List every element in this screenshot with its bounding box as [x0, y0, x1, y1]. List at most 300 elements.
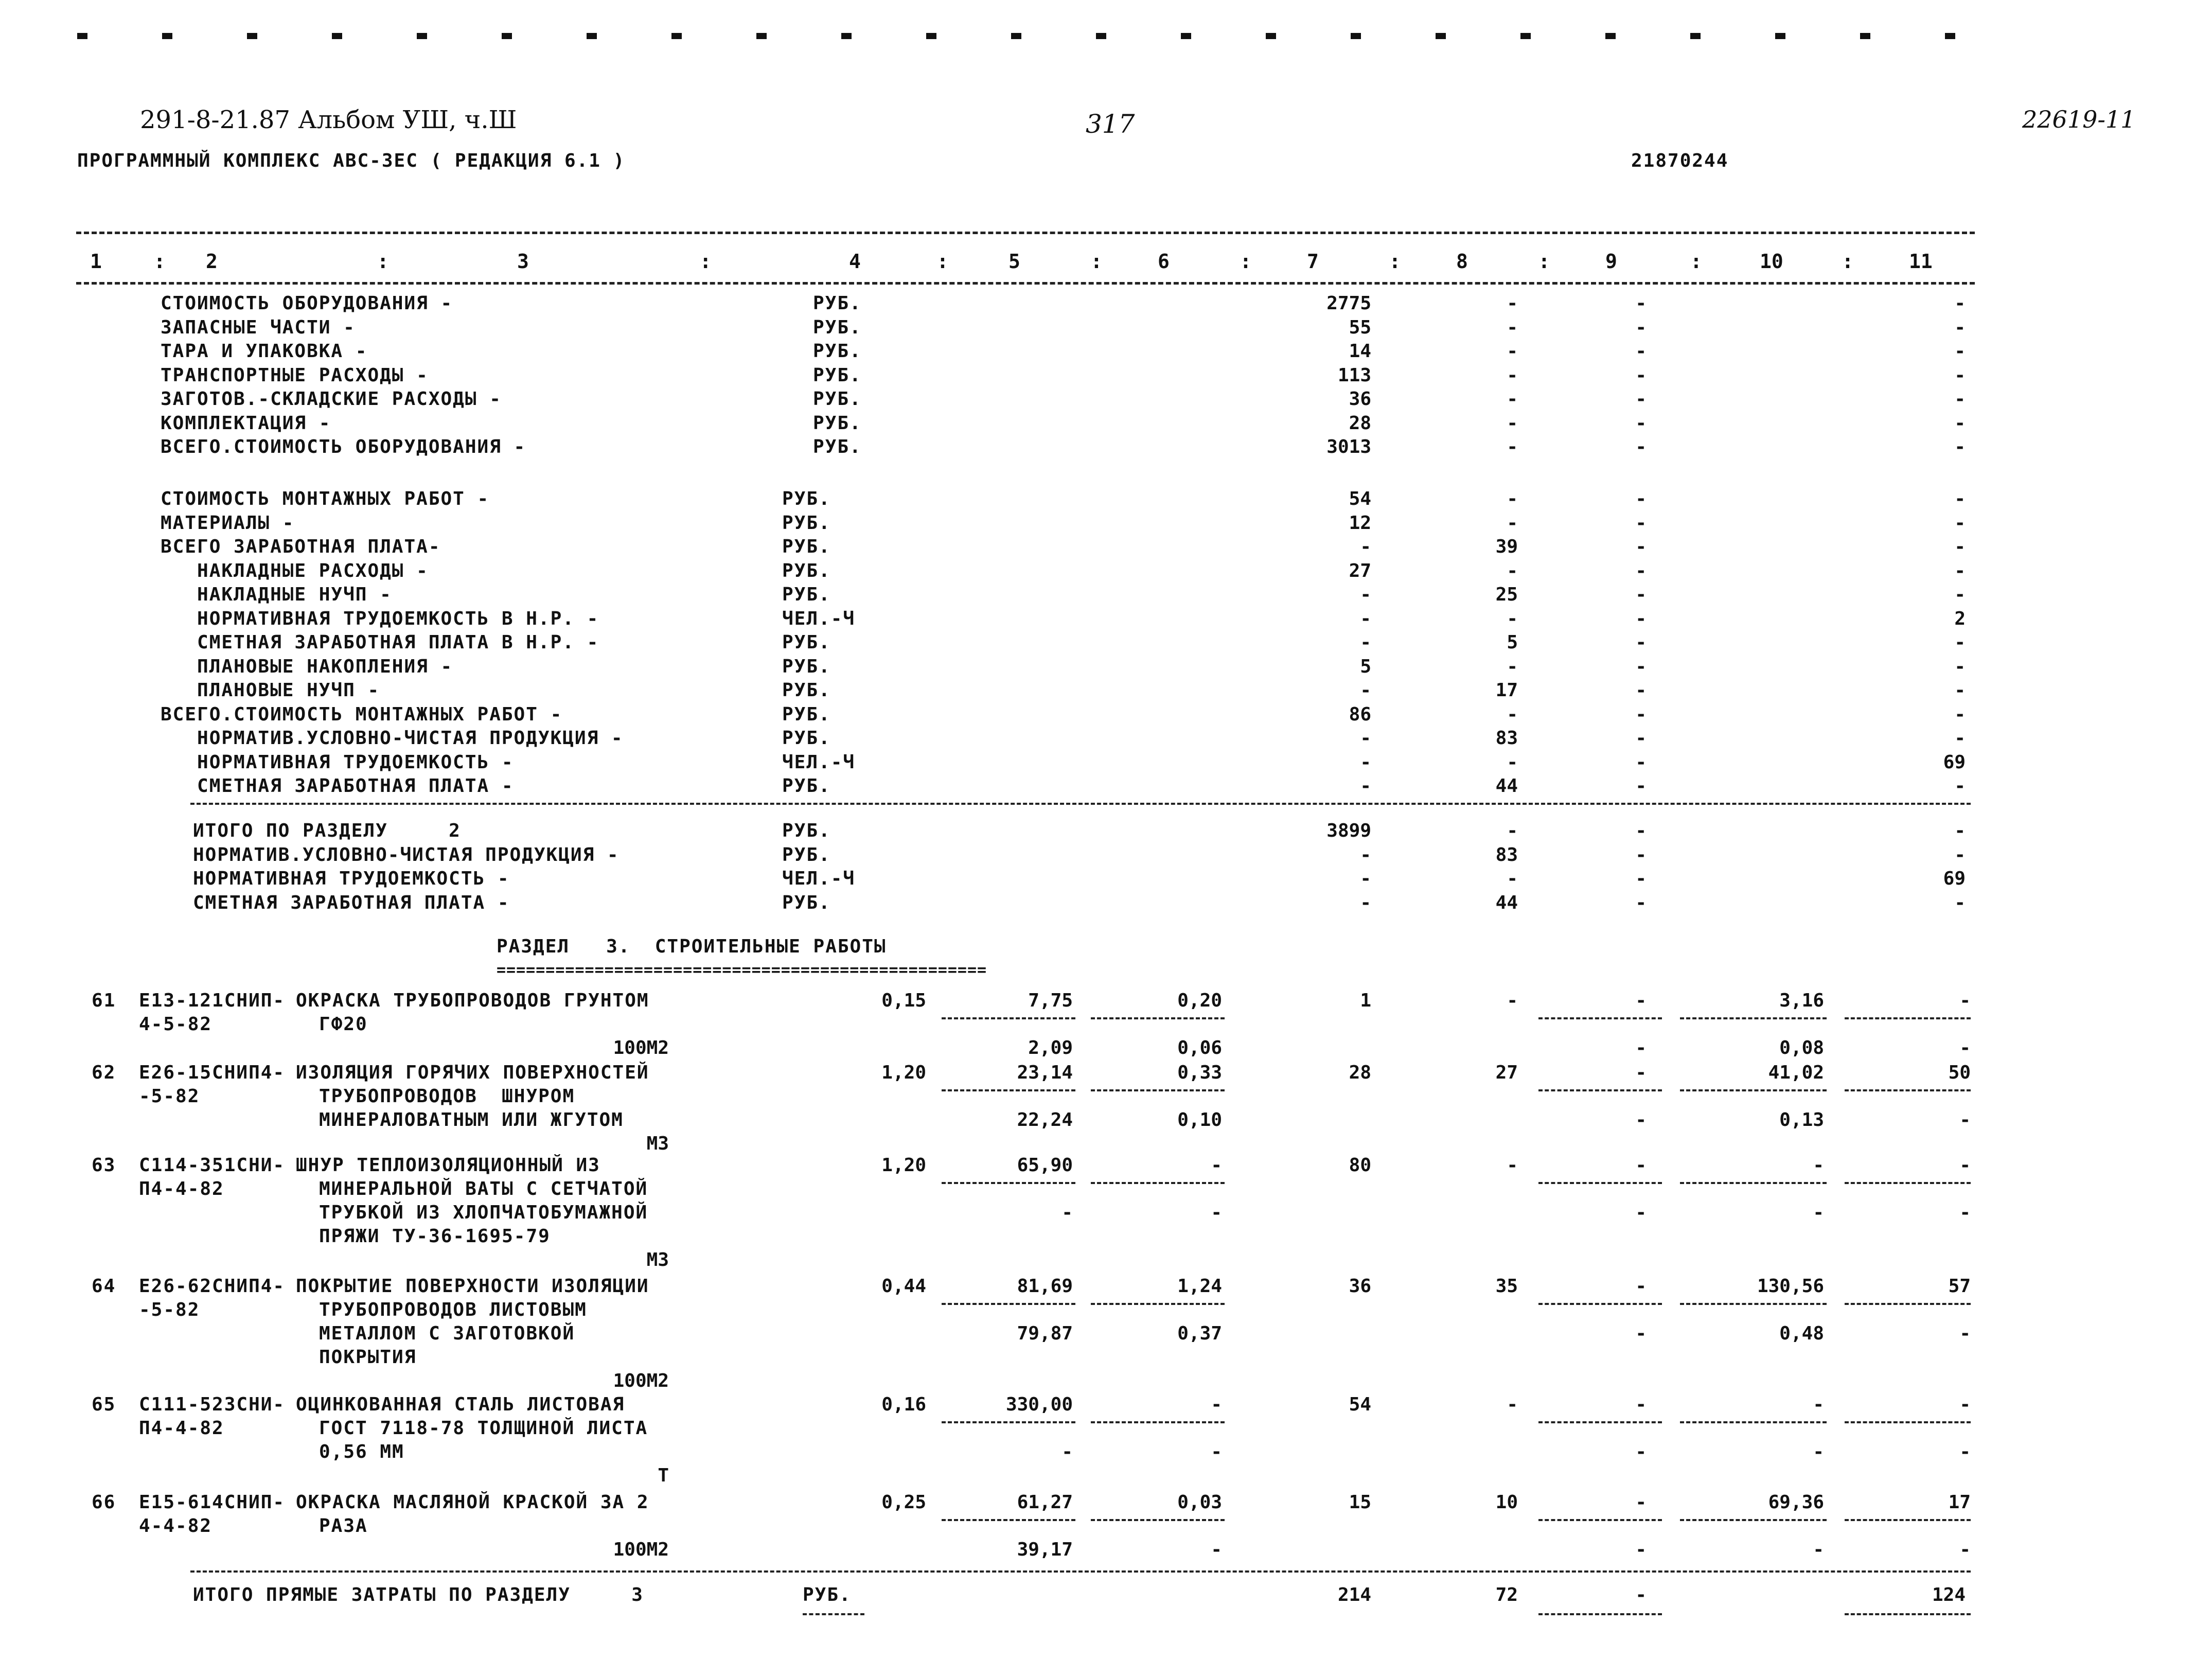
item-col9-top: - [1635, 1492, 1647, 1513]
item-col5-wage: 22,24 [1017, 1109, 1073, 1131]
equipment-row-label: ВСЕГО.СТОИМОСТЬ ОБОРУДОВАНИЯ - [161, 436, 526, 457]
section-total-row-col7: - [1360, 892, 1371, 913]
item-split-rule [1680, 1182, 1827, 1184]
mounting-row-label: СМЕТНАЯ ЗАРАБОТНАЯ ПЛАТА В Н.Р. - [161, 632, 599, 653]
equipment-row-label: СТОИМОСТЬ ОБОРУДОВАНИЯ - [161, 293, 453, 314]
final-total-unit: РУБ. [803, 1584, 852, 1605]
column-separator: : [1690, 250, 1702, 273]
item-col11-bottom: - [1959, 1109, 1971, 1131]
final-total-col7: 214 [1337, 1584, 1371, 1605]
mounting-row-unit: РУБ. [782, 560, 831, 581]
item-number: 66 [92, 1492, 116, 1513]
column-separator: : [699, 250, 712, 273]
column-separator: : [153, 250, 166, 273]
item-quantity: 0,25 [881, 1492, 926, 1513]
header-bottom-rule [76, 282, 1975, 285]
mounting-row-col11: 2 [1954, 608, 1966, 629]
item-description: ТРУБКОЙ ИЗ ХЛОПЧАТОБУМАЖНОЙ [319, 1202, 648, 1223]
final-total-label: ИТОГО ПРЯМЫЕ ЗАТРАТЫ ПО РАЗДЕЛУ 3 [193, 1584, 644, 1605]
item-description: МИНЕРАЛОВАТНЫМ ИЛИ ЖГУТОМ [319, 1109, 624, 1131]
item-col8: - [1507, 1394, 1518, 1415]
item-number: 65 [92, 1394, 116, 1415]
item-col11-bottom: - [1959, 1037, 1971, 1058]
equipment-row-col11: - [1954, 293, 1966, 314]
item-code: С114-351СНИ- [139, 1155, 286, 1176]
item-split-rule [1680, 1303, 1827, 1305]
equipment-row-col8: - [1507, 293, 1518, 314]
column-separator: : [1538, 250, 1550, 273]
equipment-row-col8: - [1507, 436, 1518, 457]
column-header-8: 8 [1456, 250, 1468, 273]
section-total-row-col11: 69 [1943, 868, 1966, 889]
mounting-row-col11: - [1954, 536, 1966, 557]
item-col7: 36 [1349, 1276, 1371, 1297]
item-split-rule [1091, 1017, 1225, 1019]
item-col10-top: 3,16 [1779, 990, 1824, 1011]
mounting-row-col11: - [1954, 512, 1966, 534]
item-split-rule [1538, 1519, 1662, 1521]
item-col9-bottom: - [1635, 1539, 1647, 1560]
mounting-row-col7: 27 [1349, 560, 1371, 581]
item-split-rule [1538, 1421, 1662, 1423]
item-description: МЕТАЛЛОМ С ЗАГОТОВКОЙ [319, 1323, 575, 1344]
section-total-row-unit: РУБ. [782, 820, 831, 841]
mounting-row-col7: - [1360, 536, 1371, 557]
item-split-rule [942, 1421, 1075, 1423]
mounting-row-col11: 69 [1943, 751, 1966, 773]
mounting-row-col8: 5 [1507, 632, 1518, 653]
mounting-row-col8: 83 [1495, 728, 1518, 749]
item-col6-wage: 0,06 [1177, 1037, 1222, 1058]
mounting-row-col9: - [1635, 751, 1647, 773]
item-col7: 80 [1349, 1155, 1371, 1176]
item-col5-total: 330,00 [1005, 1394, 1073, 1415]
mounting-row-col11: - [1954, 560, 1966, 581]
item-unit: 100М2 [613, 1370, 669, 1391]
equipment-row-col11: - [1954, 412, 1966, 434]
item-unit: 100М2 [613, 1037, 669, 1058]
equipment-row-label: ЗАГОТОВ.-СКЛАДСКИЕ РАСХОДЫ - [161, 389, 502, 410]
mounting-row-unit: РУБ. [782, 656, 831, 677]
item-description: ОЦИНКОВАННАЯ СТАЛЬ ЛИСТОВАЯ [296, 1394, 625, 1415]
section-total-row-col8: - [1507, 820, 1518, 841]
equipment-row-col11: - [1954, 316, 1966, 338]
item-col5-wage: 39,17 [1017, 1539, 1073, 1560]
mounting-row-col11: - [1954, 656, 1966, 677]
item-code: Е26-15СНИП4- [139, 1062, 286, 1083]
item-number: 64 [92, 1276, 116, 1297]
item-col9-top: - [1635, 990, 1647, 1011]
item-col6-wage: 0,10 [1177, 1109, 1222, 1131]
item-col11-top: 57 [1948, 1276, 1971, 1297]
column-separator: : [377, 250, 389, 273]
mounting-row-col11: - [1954, 680, 1966, 701]
item-col9-bottom: - [1635, 1202, 1647, 1223]
report-code: 21870244 [1631, 150, 1729, 171]
mounting-row-col7: - [1360, 584, 1371, 605]
mounting-row-col8: - [1507, 751, 1518, 773]
mounting-row-col8: 39 [1495, 536, 1518, 557]
item-col9-bottom: - [1635, 1109, 1647, 1131]
section-total-row-unit: РУБ. [782, 844, 831, 866]
mounting-row-label: ВСЕГО ЗАРАБОТНАЯ ПЛАТА- [161, 536, 441, 557]
column-separator: : [1842, 250, 1854, 273]
item-description: ОКРАСКА ТРУБОПРОВОДОВ ГРУНТОМ [296, 990, 649, 1011]
table-top-rule [76, 232, 1975, 234]
album-title: 291-8-21.87 Альбом УШ, ч.Ш [140, 105, 517, 134]
equipment-row-unit: РУБ. [813, 436, 862, 457]
item-quantity: 0,16 [881, 1394, 926, 1415]
item-description: ИЗОЛЯЦИЯ ГОРЯЧИХ ПОВЕРХНОСТЕЙ [296, 1062, 649, 1083]
item-col10-bottom: - [1813, 1202, 1824, 1223]
item-split-rule [1845, 1519, 1971, 1521]
mounting-row-col9: - [1635, 728, 1647, 749]
equipment-row-col8: - [1507, 412, 1518, 434]
item-col11-bottom: - [1959, 1539, 1971, 1560]
section-total-row-col8: 44 [1495, 892, 1518, 913]
item-col6-total: 0,33 [1177, 1062, 1222, 1083]
column-separator: : [1240, 250, 1252, 273]
mounting-row-col9: - [1635, 632, 1647, 653]
mounting-row-label: НАКЛАДНЫЕ РАСХОДЫ - [161, 560, 429, 581]
final-col11-underline [1845, 1613, 1971, 1615]
mounting-row-col9: - [1635, 560, 1647, 581]
item-split-rule [942, 1089, 1075, 1091]
equipment-row-label: ТРАНСПОРТНЫЕ РАСХОДЫ - [161, 364, 429, 386]
item-col7: 15 [1349, 1492, 1371, 1513]
mounting-row-col9: - [1635, 680, 1647, 701]
section-total-row-col8: 83 [1495, 844, 1518, 866]
mounting-row-col7: - [1360, 751, 1371, 773]
item-description: ГОСТ 7118-78 ТОЛЩИНОЙ ЛИСТА [319, 1418, 648, 1439]
section-total-row-label: СМЕТНАЯ ЗАРАБОТНАЯ ПЛАТА - [193, 892, 510, 913]
item-unit: М3 [646, 1133, 669, 1154]
item-split-rule [1845, 1182, 1971, 1184]
item-description: ГФ20 [319, 1014, 368, 1035]
column-header-1: 1 [90, 250, 102, 273]
item-description: МИНЕРАЛЬНОЙ ВАТЫ С СЕТЧАТОЙ [319, 1178, 648, 1199]
final-col9-underline [1538, 1613, 1662, 1615]
item-split-rule [942, 1182, 1075, 1184]
equipment-row-col11: - [1954, 341, 1966, 362]
mounting-row-col8: - [1507, 656, 1518, 677]
item-description: ТРУБОПРОВОДОВ ЛИСТОВЫМ [319, 1299, 587, 1320]
item-col11-top: 17 [1948, 1492, 1971, 1513]
column-separator: : [1090, 250, 1103, 273]
item-col5-total: 81,69 [1017, 1276, 1073, 1297]
section-total-row-col7: 3899 [1326, 820, 1371, 841]
item-col8: 10 [1495, 1492, 1518, 1513]
item-col6-wage: - [1211, 1441, 1222, 1462]
item-col10-top: 130,56 [1757, 1276, 1824, 1297]
item-code: Е26-62СНИП4- [139, 1276, 286, 1297]
equipment-row-unit: РУБ. [813, 293, 862, 314]
item-split-rule [1538, 1089, 1662, 1091]
item-col10-top: 69,36 [1768, 1492, 1824, 1513]
section-total-row-col9: - [1635, 868, 1647, 889]
item-code-year: 4-5-82 [139, 1014, 213, 1035]
item-split-rule [1845, 1421, 1971, 1423]
equipment-row-col11: - [1954, 364, 1966, 386]
mounting-row-col11: - [1954, 728, 1966, 749]
equipment-row-col9: - [1635, 364, 1647, 386]
mounting-row-label: СМЕТНАЯ ЗАРАБОТНАЯ ПЛАТА - [161, 775, 514, 797]
item-number: 63 [92, 1155, 116, 1176]
final-total-col11: 124 [1932, 1584, 1966, 1605]
mounting-row-unit: РУБ. [782, 536, 831, 557]
item-description: ПОКРЫТИЕ ПОВЕРХНОСТИ ИЗОЛЯЦИИ [296, 1276, 649, 1297]
column-header-7: 7 [1307, 250, 1319, 273]
mounting-row-unit: РУБ. [782, 488, 831, 509]
section-total-row-col9: - [1635, 820, 1647, 841]
equipment-row-unit: РУБ. [813, 364, 862, 386]
item-split-rule [1845, 1017, 1971, 1019]
equipment-row-col7: 14 [1349, 341, 1371, 362]
item-split-rule [1845, 1303, 1971, 1305]
mounting-row-col11: - [1954, 775, 1966, 797]
item-code-year: П4-4-82 [139, 1178, 224, 1199]
mounting-row-col9: - [1635, 536, 1647, 557]
item-col8: 27 [1495, 1062, 1518, 1083]
item-split-rule [1091, 1089, 1225, 1091]
mounting-row-col8: - [1507, 703, 1518, 725]
item-col9-top: - [1635, 1394, 1647, 1415]
mounting-row-label: НАКЛАДНЫЕ НУЧП - [161, 584, 392, 605]
item-col10-bottom: 0,08 [1779, 1037, 1824, 1058]
item-description: ОКРАСКА МАСЛЯНОЙ КРАСКОЙ ЗА 2 [296, 1492, 649, 1513]
equipment-row-col8: - [1507, 389, 1518, 410]
mounting-row-col9: - [1635, 656, 1647, 677]
equipment-row-col9: - [1635, 341, 1647, 362]
item-col7: 54 [1349, 1394, 1371, 1415]
mounting-row-col11: - [1954, 703, 1966, 725]
item-col11-bottom: - [1959, 1441, 1971, 1462]
item-col7: 28 [1349, 1062, 1371, 1083]
mounting-row-unit: РУБ. [782, 775, 831, 797]
mounting-row-col9: - [1635, 584, 1647, 605]
program-name: ПРОГРАММНЫЙ КОМПЛЕКС АВС-ЗЕС ( РЕДАКЦИЯ 6.1 ) [77, 150, 626, 171]
equipment-row-col7: 3013 [1326, 436, 1371, 457]
mounting-row-label: НОРМАТИВНАЯ ТРУДОЕМКОСТЬ - [161, 751, 514, 773]
item-col7: 1 [1360, 990, 1371, 1011]
top-scan-marks [77, 31, 1955, 41]
item-col11-top: - [1959, 990, 1971, 1011]
mounting-row-unit: РУБ. [782, 728, 831, 749]
mounting-row-col9: - [1635, 703, 1647, 725]
item-split-rule [1845, 1089, 1971, 1091]
final-unit-underline [803, 1613, 864, 1615]
item-description: ПРЯЖИ ТУ-36-1695-79 [319, 1226, 551, 1247]
section-total-row-col9: - [1635, 844, 1647, 866]
item-col6-total: 1,24 [1177, 1276, 1222, 1297]
column-header-4: 4 [849, 250, 861, 273]
item-quantity: 1,20 [881, 1062, 926, 1083]
item-split-rule [1538, 1017, 1662, 1019]
column-header-6: 6 [1158, 250, 1170, 273]
equipment-row-col7: 55 [1349, 316, 1371, 338]
mounting-row-col8: - [1507, 488, 1518, 509]
mounting-row-label: НОРМАТИВ.УСЛОВНО-ЧИСТАЯ ПРОДУКЦИЯ - [161, 728, 624, 749]
equipment-row-label: КОМПЛЕКТАЦИЯ - [161, 412, 331, 434]
item-col11-bottom: - [1959, 1202, 1971, 1223]
item-number: 62 [92, 1062, 116, 1083]
mounting-row-col9: - [1635, 608, 1647, 629]
mounting-row-col7: - [1360, 632, 1371, 653]
item-col8: - [1507, 990, 1518, 1011]
section-total-row-label: НОРМАТИВНАЯ ТРУДОЕМКОСТЬ - [193, 868, 510, 889]
item-col8: 35 [1495, 1276, 1518, 1297]
item-col11-top: - [1959, 1155, 1971, 1176]
item-col5-total: 23,14 [1017, 1062, 1073, 1083]
item-col5-total: 65,90 [1017, 1155, 1073, 1176]
item-col6-total: - [1211, 1394, 1222, 1415]
item-col10-bottom: 0,13 [1779, 1109, 1824, 1131]
item-split-rule [1680, 1089, 1827, 1091]
mounting-row-label: НОРМАТИВНАЯ ТРУДОЕМКОСТЬ В Н.Р. - [161, 608, 599, 629]
equipment-row-col9: - [1635, 412, 1647, 434]
item-col11-top: - [1959, 1394, 1971, 1415]
section-total-row-col7: - [1360, 868, 1371, 889]
mounting-row-col7: - [1360, 775, 1371, 797]
mounting-row-col11: - [1954, 632, 1966, 653]
item-col5-wage: 2,09 [1028, 1037, 1073, 1058]
final-total-rule [190, 1570, 1971, 1573]
equipment-row-col8: - [1507, 316, 1518, 338]
mounting-row-col11: - [1954, 488, 1966, 509]
item-split-rule [1538, 1303, 1662, 1305]
item-col10-top: - [1813, 1394, 1824, 1415]
item-col5-wage: - [1061, 1441, 1073, 1462]
document-number: 22619-11 [2022, 105, 2136, 133]
item-col6-total: - [1211, 1155, 1222, 1176]
mounting-row-col7: - [1360, 680, 1371, 701]
section-3-title: РАЗДЕЛ 3. СТРОИТЕЛЬНЫЕ РАБОТЫ [497, 936, 887, 957]
item-code-year: -5-82 [139, 1086, 200, 1107]
section-total-row-col8: - [1507, 868, 1518, 889]
mounting-row-col7: 86 [1349, 703, 1371, 725]
section-total-row-unit: РУБ. [782, 892, 831, 913]
item-col6-total: 0,20 [1177, 990, 1222, 1011]
item-col6-wage: - [1211, 1202, 1222, 1223]
section-3-underline: ================================================== [497, 961, 987, 979]
mounting-row-unit: РУБ. [782, 703, 831, 725]
item-col9-bottom: - [1635, 1441, 1647, 1462]
item-col10-top: 41,02 [1768, 1062, 1824, 1083]
equipment-row-col9: - [1635, 436, 1647, 457]
item-description: ШНУР ТЕПЛОИЗОЛЯЦИОННЫЙ ИЗ [296, 1155, 600, 1176]
column-header-5: 5 [1008, 250, 1020, 273]
item-col10-bottom: - [1813, 1441, 1824, 1462]
item-col9-top: - [1635, 1155, 1647, 1176]
equipment-row-col11: - [1954, 389, 1966, 410]
item-col5-wage: 79,87 [1017, 1323, 1073, 1344]
item-quantity: 0,15 [881, 990, 926, 1011]
item-code: Е15-614СНИП- [139, 1492, 286, 1513]
item-col6-wage: - [1211, 1539, 1222, 1560]
equipment-row-unit: РУБ. [813, 412, 862, 434]
mounting-row-col7: - [1360, 728, 1371, 749]
mounting-row-col8: 44 [1495, 775, 1518, 797]
item-code: Е13-121СНИП- [139, 990, 286, 1011]
item-col5-total: 61,27 [1017, 1492, 1073, 1513]
mounting-row-col7: 12 [1349, 512, 1371, 534]
item-split-rule [1091, 1182, 1225, 1184]
item-col9-top: - [1635, 1276, 1647, 1297]
item-col9-top: - [1635, 1062, 1647, 1083]
equipment-row-col9: - [1635, 316, 1647, 338]
final-total-col9: - [1635, 1584, 1647, 1605]
page-number: 317 [1086, 109, 1135, 139]
item-col5-total: 7,75 [1028, 990, 1073, 1011]
item-col10-bottom: 0,48 [1779, 1323, 1824, 1344]
item-col9-bottom: - [1635, 1323, 1647, 1344]
item-col6-total: 0,03 [1177, 1492, 1222, 1513]
item-col11-top: 50 [1948, 1062, 1971, 1083]
equipment-row-col9: - [1635, 293, 1647, 314]
mounting-row-col7: - [1360, 608, 1371, 629]
item-description: ПОКРЫТИЯ [319, 1347, 417, 1368]
item-code: С111-523СНИ- [139, 1394, 286, 1415]
mounting-row-col9: - [1635, 775, 1647, 797]
equipment-row-label: ТАРА И УПАКОВКА - [161, 341, 368, 362]
item-split-rule [1680, 1519, 1827, 1521]
section2-total-rule [190, 803, 1971, 805]
column-separator: : [1389, 250, 1401, 273]
section-total-row-label: НОРМАТИВ.УСЛОВНО-ЧИСТАЯ ПРОДУКЦИЯ - [193, 844, 620, 866]
section-total-row-col11: - [1954, 844, 1966, 866]
final-total-col8: 72 [1495, 1584, 1518, 1605]
item-code-year: -5-82 [139, 1299, 200, 1320]
mounting-row-col9: - [1635, 488, 1647, 509]
item-description: ТРУБОПРОВОДОВ ШНУРОМ [319, 1086, 575, 1107]
mounting-row-col7: 5 [1360, 656, 1371, 677]
mounting-row-unit: РУБ. [782, 512, 831, 534]
section-total-row-col9: - [1635, 892, 1647, 913]
column-header-11: 11 [1909, 250, 1933, 273]
item-split-rule [1538, 1182, 1662, 1184]
item-quantity: 0,44 [881, 1276, 926, 1297]
equipment-row-col7: 28 [1349, 412, 1371, 434]
item-code-year: П4-4-82 [139, 1418, 224, 1439]
equipment-row-col7: 36 [1349, 389, 1371, 410]
item-split-rule [942, 1303, 1075, 1305]
equipment-row-col7: 113 [1337, 364, 1371, 386]
section-total-row-col11: - [1954, 892, 1966, 913]
mounting-row-col9: - [1635, 512, 1647, 534]
item-col10-bottom: - [1813, 1539, 1824, 1560]
mounting-row-label: МАТЕРИАЛЫ - [161, 512, 295, 534]
item-split-rule [1091, 1421, 1225, 1423]
mounting-row-col8: - [1507, 608, 1518, 629]
section-total-row-label: ИТОГО ПО РАЗДЕЛУ 2 [193, 820, 461, 841]
equipment-row-label: ЗАПАСНЫЕ ЧАСТИ - [161, 316, 356, 338]
item-split-rule [1680, 1421, 1827, 1423]
column-header-2: 2 [206, 250, 218, 273]
equipment-row-unit: РУБ. [813, 316, 862, 338]
column-header-9: 9 [1605, 250, 1617, 273]
item-description: РАЗА [319, 1515, 368, 1537]
mounting-row-col8: - [1507, 560, 1518, 581]
mounting-row-unit: ЧЕЛ.-Ч [782, 751, 856, 773]
equipment-row-unit: РУБ. [813, 389, 862, 410]
mounting-row-label: ВСЕГО.СТОИМОСТЬ МОНТАЖНЫХ РАБОТ - [161, 703, 563, 725]
mounting-row-label: СТОИМОСТЬ МОНТАЖНЫХ РАБОТ - [161, 488, 490, 509]
section-total-row-unit: ЧЕЛ.-Ч [782, 868, 856, 889]
mounting-row-unit: РУБ. [782, 584, 831, 605]
equipment-row-col9: - [1635, 389, 1647, 410]
item-code-year: 4-4-82 [139, 1515, 213, 1537]
equipment-row-col7: 2775 [1326, 293, 1371, 314]
